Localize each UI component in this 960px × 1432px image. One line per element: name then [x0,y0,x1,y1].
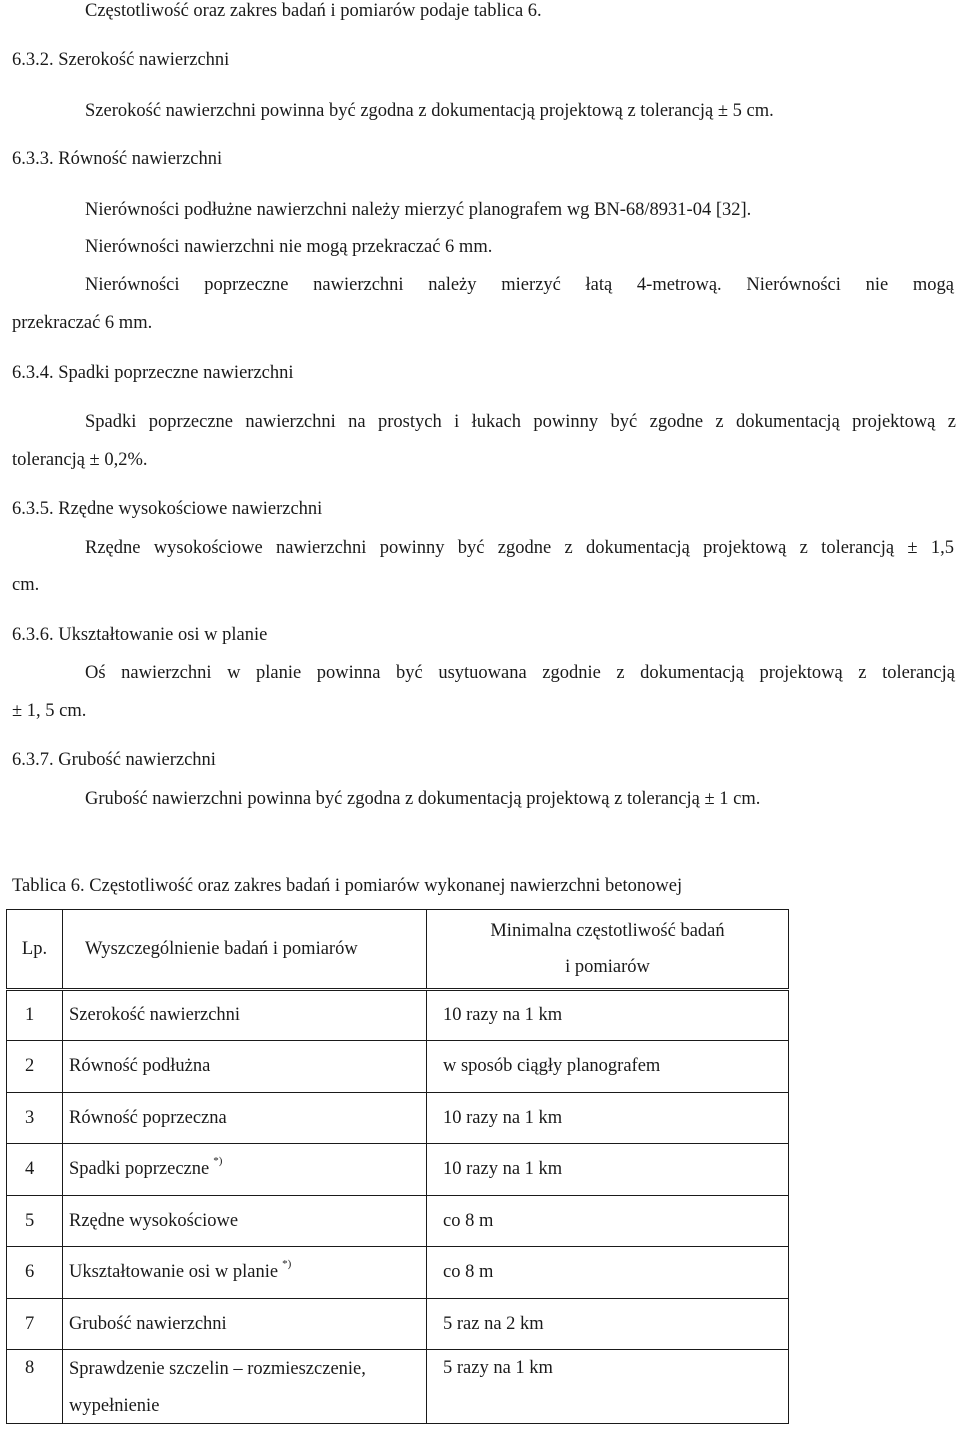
paragraph-6-3-3-line-1: Nierówności podłużne nawierzchni należy mierzyć planografem wg BN-68/8931-04 [32]. [85,200,752,220]
section-title: Ukształtowanie osi w planie [58,625,268,645]
section-6-3-6-heading [12,624,267,646]
table-row [7,1247,789,1299]
section-6-3-4-heading [12,362,294,384]
cell-description: Grubość nawierzchni [63,1299,427,1350]
paragraph-6-3-4-line-1: Spadki poprzeczne nawierzchni na prostych i łukach powinny być zgodne z dokumentacją projektową z [85,412,956,432]
header-frequency-line-1: Minimalna częstotliwość badań [490,921,725,941]
cell-lp: 6 [7,1247,63,1299]
section-title: Spadki poprzeczne nawierzchni [58,363,294,383]
table-row [7,1196,789,1247]
cell-description: Szerokość nawierzchni [63,990,427,1041]
paragraph-6-3-6-line-1: Oś nawierzchni w planie powinna być usytuowana zgodnie z dokumentacją projektową z tolerancją [85,663,955,683]
cell-frequency: 10 razy na 1 km [427,990,789,1041]
table-row [7,1041,789,1093]
table-row [7,990,789,1041]
cell-frequency: 10 razy na 1 km [427,1144,789,1196]
header-description: Wyszczególnienie badań i pomiarów [63,910,427,990]
paragraph-6-3-5-line-2: cm. [12,575,40,595]
section-6-3-3-heading [12,148,222,170]
cell-description: Równość podłużna [63,1041,427,1093]
cell-description [63,1350,427,1424]
section-number: 6.3.2. [12,50,54,70]
section-title: Równość nawierzchni [58,149,223,169]
table-row [7,1144,789,1196]
cell-description [63,1144,427,1196]
paragraph-6-3-7: Grubość nawierzchni powinna być zgodna z dokumentacją projektową z tolerancją ± 1 cm. [85,789,761,809]
table-row [7,1350,789,1424]
cell-frequency: 10 razy na 1 km [427,1093,789,1144]
header-frequency-line-2: i pomiarów [565,957,650,977]
measurement-frequency-table [6,909,789,1424]
cell-lp: 5 [7,1196,63,1247]
cell-lp: 7 [7,1299,63,1350]
table-header-row [7,910,789,990]
table-row [7,1299,789,1350]
cell-lp: 3 [7,1093,63,1144]
description-text: Spadki poprzeczne [69,1159,210,1179]
section-6-3-5-heading [12,498,322,520]
table-row [7,1093,789,1144]
intro-line: Częstotliwość oraz zakres badań i pomiarów podaje tablica 6. [85,1,542,21]
cell-frequency: co 8 m [427,1247,789,1299]
paragraph-6-3-3-line-3: Nierówności poprzeczne nawierzchni należy mierzyć łatą 4-metrową. Nierówności nie mogą [85,275,954,295]
cell-frequency: 5 razy na 1 km [427,1350,789,1424]
description-line-1: Sprawdzenie szczelin – rozmieszczenie, [69,1359,366,1379]
section-title: Grubość nawierzchni [58,750,216,770]
paragraph-6-3-3-line-2: Nierówności nawierzchni nie mogą przekraczać 6 mm. [85,237,493,257]
paragraph-6-3-5-line-1: Rzędne wysokościowe nawierzchni powinny być zgodne z dokumentacją projektową z tolerancją ± 1,5 [85,538,954,558]
cell-frequency: co 8 m [427,1196,789,1247]
cell-description: Rzędne wysokościowe [63,1196,427,1247]
cell-description: Równość poprzeczna [63,1093,427,1144]
cell-description [63,1247,427,1299]
section-title: Szerokość nawierzchni [58,50,230,70]
cell-frequency: w sposób ciągły planografem [427,1041,789,1093]
section-number: 6.3.5. [12,499,54,519]
header-frequency [427,910,789,990]
footnote-mark: *) [213,1155,223,1167]
section-number: 6.3.7. [12,750,54,770]
cell-lp: 2 [7,1041,63,1093]
section-6-3-7-heading [12,749,216,771]
cell-lp: 1 [7,990,63,1041]
paragraph-6-3-6-line-2: ± 1, 5 cm. [12,701,87,721]
footnote-mark: *) [282,1258,292,1270]
cell-lp: 4 [7,1144,63,1196]
header-lp: Lp. [7,910,63,990]
table-caption: Tablica 6. Częstotliwość oraz zakres badań i pomiarów wykonanej nawierzchni betonowej [12,876,683,896]
section-title: Rzędne wysokościowe nawierzchni [58,499,323,519]
description-line-2: wypełnienie [69,1396,160,1416]
paragraph-6-3-2: Szerokość nawierzchni powinna być zgodna z dokumentacją projektową z tolerancją ± 5 cm. [85,101,774,121]
cell-frequency: 5 raz na 2 km [427,1299,789,1350]
section-number: 6.3.3. [12,149,54,169]
section-number: 6.3.4. [12,363,54,383]
description-text: Ukształtowanie osi w planie [69,1262,279,1282]
section-number: 6.3.6. [12,625,54,645]
paragraph-6-3-4-line-2: tolerancją ± 0,2%. [12,450,148,470]
section-6-3-2-heading [12,49,229,71]
paragraph-6-3-3-line-4: przekraczać 6 mm. [12,313,153,333]
cell-lp: 8 [7,1350,63,1424]
